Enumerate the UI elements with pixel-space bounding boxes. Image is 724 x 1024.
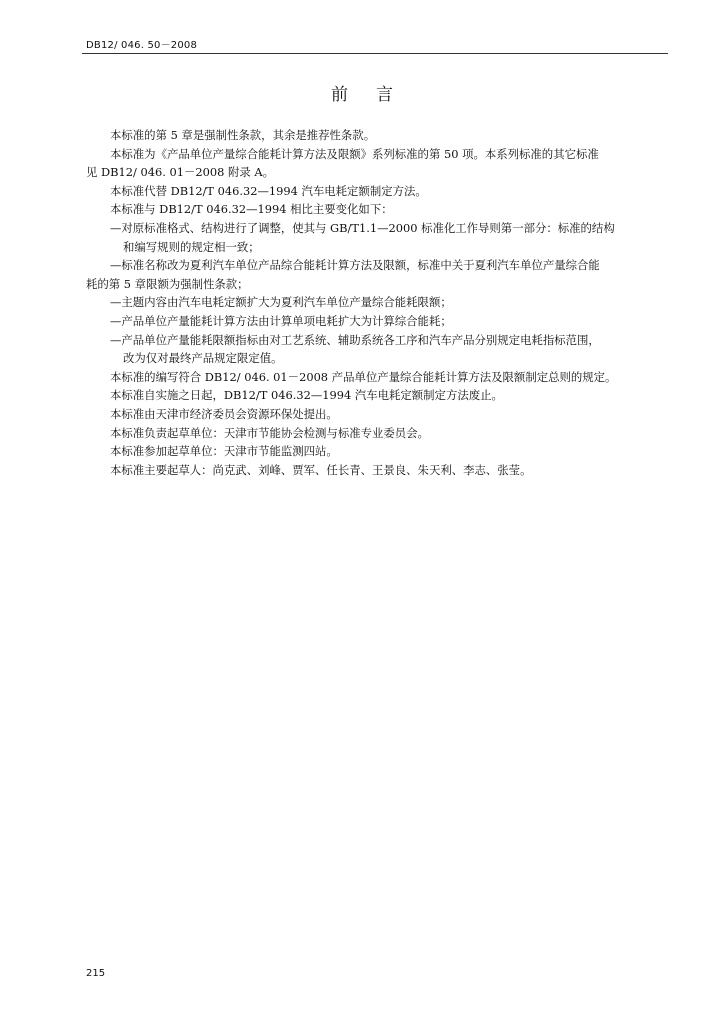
change-item-method: —产品单位产量能耗计算方法由计算单项电耗扩大为计算综合能耗； — [110, 313, 452, 328]
change-item-limits-cont: 改为仅对最终产品规定限定值。 — [123, 351, 283, 366]
paragraph-series-info: 本标准为《产品单位产量综合能耗计算方法及限额》系列标准的第 50 项。本系列标准的其它标准 — [110, 146, 599, 161]
foreword-body — [86, 126, 662, 479]
paragraph-changes-intro: 本标准与 DB12/T 046.32—1994 相比主要变化如下： — [110, 202, 393, 217]
page-number: 215 — [86, 968, 106, 979]
paragraph-participating-unit: 本标准参加起草单位：天津市节能监测四站。 — [110, 444, 338, 459]
change-item-title: —标准名称改为夏利汽车单位产品综合能耗计算方法及限额，标准中关于夏利汽车单位产量综合能 — [110, 258, 600, 273]
paragraph-proposer: 本标准由天津市经济委员会资源环保处提出。 — [110, 406, 338, 421]
change-item-title-cont: 耗的第 5 章限额为强制性条款； — [86, 276, 249, 291]
paragraph-drafters: 本标准主要起草人：尚克武、刘峰、贾军、任长青、王景良、朱天利、李志、张莹。 — [110, 462, 532, 477]
paragraph-series-info-cont: 见 DB12/ 046. 01－2008 附录 A。 — [86, 165, 274, 180]
change-item-format-cont: 和编写规则的规定相一致； — [123, 239, 260, 254]
header-divider — [82, 53, 668, 54]
change-item-limits: —产品单位产量能耗限额指标由对工艺系统、辅助系统各工序和汽车产品分别规定电耗指标范围， — [110, 332, 600, 347]
page-title: 前言 — [331, 85, 421, 105]
change-item-scope: —主题内容由汽车电耗定额扩大为夏利汽车单位产量综合能耗限额； — [110, 295, 452, 310]
document-code: DB12/ 046. 50－2008 — [86, 40, 198, 51]
paragraph-conformance: 本标准的编写符合 DB12/ 046. 01－2008 产品单位产量综合能耗计算方法及限额制定总则的规定。 — [110, 369, 617, 384]
paragraph-mandatory-clause: 本标准的第 5 章是强制性条款，其余是推荐性条款。 — [110, 128, 376, 142]
paragraph-replaces: 本标准代替 DB12/T 046.32—1994 汽车电耗定额制定方法。 — [110, 183, 427, 198]
change-item-format: —对原标准格式、结构进行了调整，使其与 GB/T1.1—2000 标准化工作导则第一部分：标准的结构 — [110, 220, 615, 235]
paragraph-drafting-unit: 本标准负责起草单位：天津市节能协会检测与标准专业委员会。 — [110, 425, 429, 440]
paragraph-effective: 本标准自实施之日起，DB12/T 046.32—1994 汽车电耗定额制定方法废止。 — [110, 388, 503, 403]
